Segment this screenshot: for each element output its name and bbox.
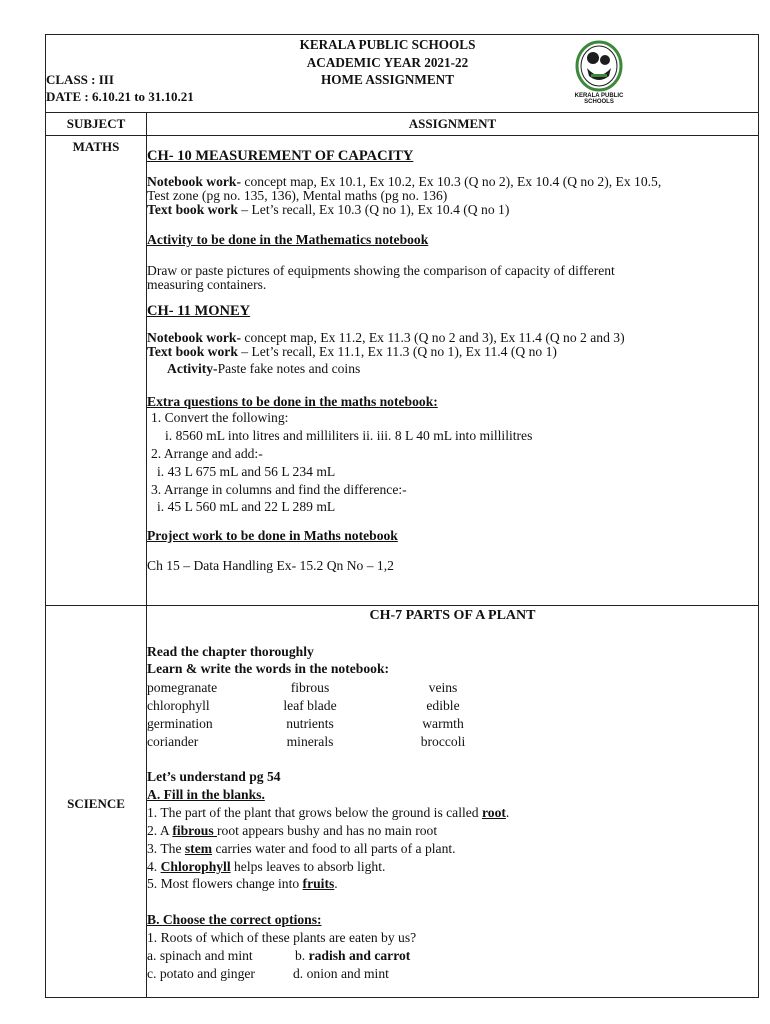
- activity-title: Activity to be done in the Mathematics notebook: [147, 232, 429, 247]
- option-c: c. potato and ginger: [147, 966, 255, 981]
- word-item: broccoli: [420, 734, 466, 749]
- word-item: germination: [147, 716, 213, 731]
- fill-text: 3. The: [147, 841, 185, 856]
- fill-text: root appears bushy and has no main root: [217, 823, 438, 838]
- table-border-left: [45, 34, 46, 998]
- choose-options-title: B. Choose the correct options:: [147, 912, 322, 927]
- school-name: KERALA PUBLIC SCHOOLS: [299, 37, 476, 52]
- learn-words: Learn & write the words in the notebook:: [147, 661, 390, 676]
- activity-label: Activity-: [167, 361, 218, 376]
- subject-maths: MATHS: [72, 139, 120, 154]
- ch10-textbook-work: [147, 203, 509, 217]
- fill-text: helps leaves to absorb light.: [230, 859, 386, 874]
- fill-text: 1. The part of the plant that grows below the ground is called: [147, 805, 482, 820]
- fill-text: carries water and food to all parts of a plant.: [212, 841, 456, 856]
- fill-answer: fibrous: [172, 823, 218, 838]
- fill-4: [147, 860, 385, 874]
- ch11-title: CH- 11 MONEY: [147, 303, 251, 319]
- notebook-work-label: Notebook work-: [147, 330, 242, 345]
- question-2: 2. Arrange and add:-: [151, 446, 263, 461]
- option-a: a. spinach and mint: [147, 948, 253, 963]
- fill-blanks-title: A. Fill in the blanks.: [147, 787, 265, 802]
- activity-text-2: measuring containers.: [147, 277, 267, 292]
- subject-header: SUBJECT: [66, 116, 126, 131]
- table-border-top: [45, 34, 759, 35]
- school-logo: [563, 38, 635, 104]
- fill-1: [147, 806, 509, 820]
- table-border-right: [758, 34, 759, 998]
- understand-title: Let’s understand pg 54: [147, 769, 281, 784]
- activity-text-1: Draw or paste pictures of equipments showing the comparison of capacity of different: [147, 263, 615, 278]
- word-item: pomegranate: [147, 680, 218, 695]
- question-3: 3. Arrange in columns and find the difference:-: [151, 482, 407, 497]
- class-label: CLASS : III: [46, 72, 114, 87]
- word-item: edible: [426, 698, 460, 713]
- fill-text: 4.: [147, 859, 161, 874]
- fill-2: [147, 824, 437, 838]
- maths-science-divider: [45, 605, 759, 606]
- fill-text: 2. A: [147, 823, 173, 838]
- extra-questions-title: Extra questions to be done in the maths notebook:: [147, 394, 438, 409]
- word-item: nutrients: [286, 716, 334, 731]
- textbook-work-text: – Let’s recall, Ex 10.3 (Q no 1), Ex 10.4 (Q no 1): [237, 202, 510, 217]
- option-b-prefix: b.: [295, 948, 309, 963]
- fill-5: [147, 877, 338, 891]
- ch11-activity: [167, 362, 360, 376]
- fill-answer: Chlorophyll: [160, 859, 231, 874]
- ch11-textbook-work: [147, 345, 557, 359]
- question-3a: i. 45 L 560 mL and 22 L 289 mL: [157, 499, 336, 514]
- academic-year: ACADEMIC YEAR 2021-22: [306, 55, 469, 70]
- question-1: 1. Convert the following:: [151, 410, 289, 425]
- fill-3: [147, 842, 456, 856]
- option-d: d. onion and mint: [293, 966, 389, 981]
- textbook-work-label: Text book work: [147, 202, 238, 217]
- activity-text: Paste fake notes and coins: [217, 361, 361, 376]
- ch11-notebook-work: [147, 331, 625, 345]
- word-item: minerals: [286, 734, 334, 749]
- assignment-type: HOME ASSIGNMENT: [321, 72, 454, 87]
- textbook-work-text: – Let’s recall, Ex 11.1, Ex 11.3 (Q no 1), Ex 11.4 (Q no 1): [237, 344, 557, 359]
- notebook-work-text: concept map, Ex 11.2, Ex 11.3 (Q no 2 and 3), Ex 11.4 (Q no 2 and 3): [241, 330, 625, 345]
- question-1a: i. 8560 mL into litres and milliliters ii. iii. 8 L 40 mL into millilitres: [165, 428, 533, 443]
- fill-text: .: [505, 805, 510, 820]
- word-item: fibrous: [290, 680, 330, 695]
- notebook-work-label: Notebook work-: [147, 174, 242, 189]
- project-title: Project work to be done in Maths notebook: [147, 528, 398, 543]
- read-chapter: Read the chapter thoroughly: [147, 644, 314, 659]
- fill-text: .: [334, 876, 338, 891]
- science-chapter-title: CH-7 PARTS OF A PLANT: [369, 608, 536, 623]
- ch10-notebook-work: [147, 175, 661, 189]
- project-text: Ch 15 – Data Handling Ex- 15.2 Qn No – 1,2: [147, 558, 394, 573]
- header-divider: [45, 112, 759, 113]
- word-item: coriander: [147, 734, 199, 749]
- subject-science: SCIENCE: [67, 796, 125, 811]
- fill-answer: stem: [184, 841, 213, 856]
- ch10-title: CH- 10 MEASUREMENT OF CAPACITY: [147, 148, 414, 164]
- fill-answer: root: [481, 805, 506, 820]
- table-border-bottom: [45, 997, 759, 998]
- option-b-answer: radish and carrot: [308, 948, 411, 963]
- ch10-notebook-work-cont: Test zone (pg no. 135, 136), Mental maths (pg no. 136): [147, 188, 448, 203]
- word-item: chlorophyll: [147, 698, 210, 713]
- logo-caption: KERALA PUBLIC SCHOOLS: [574, 93, 624, 105]
- date-label: DATE : 6.10.21 to 31.10.21: [46, 89, 194, 104]
- fill-answer: fruits: [302, 876, 335, 891]
- word-item: leaf blade: [283, 698, 337, 713]
- word-item: warmth: [422, 716, 464, 731]
- notebook-work-text: concept map, Ex 10.1, Ex 10.2, Ex 10.3 (Q no 2), Ex 10.4 (Q no 2), Ex 10.5,: [241, 174, 662, 189]
- column-header-divider: [45, 135, 759, 136]
- option-b: [295, 949, 410, 963]
- word-item: veins: [428, 680, 458, 695]
- choose-question-1: 1. Roots of which of these plants are eaten by us?: [147, 930, 417, 945]
- textbook-work-label: Text book work: [147, 344, 238, 359]
- fill-text: 5. Most flowers change into: [147, 876, 303, 891]
- question-2a: i. 43 L 675 mL and 56 L 234 mL: [157, 464, 336, 479]
- assignment-header: ASSIGNMENT: [408, 116, 497, 131]
